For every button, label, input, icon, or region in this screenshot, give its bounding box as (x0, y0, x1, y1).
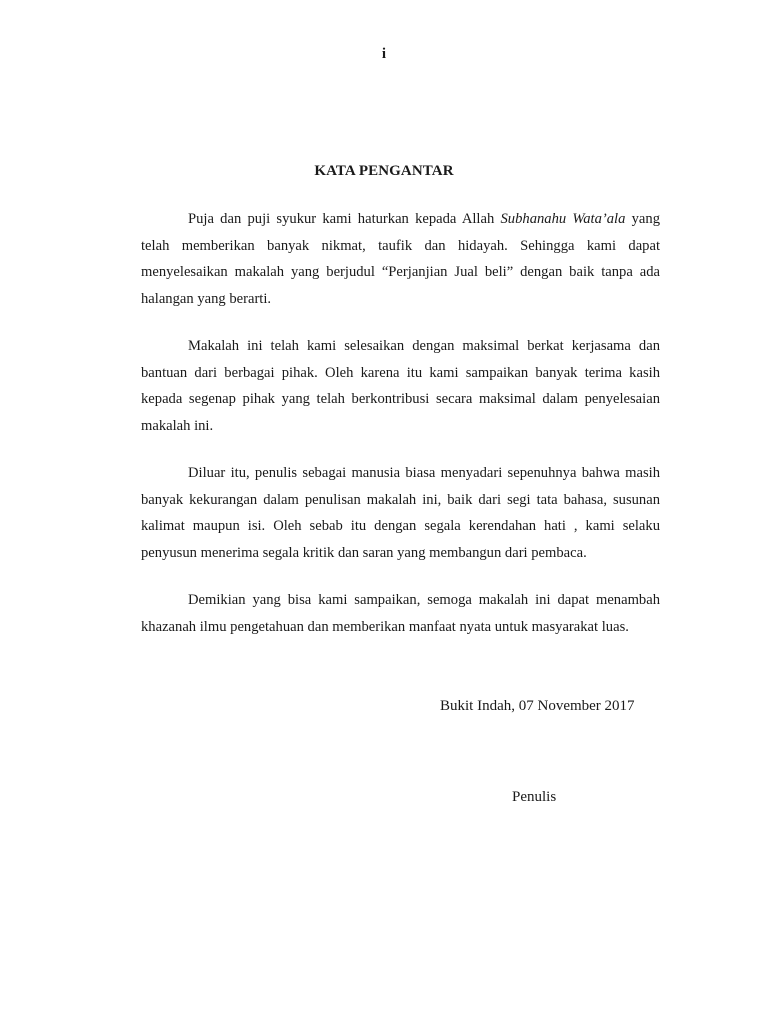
closing-signer: Penulis (512, 789, 557, 805)
paragraph-4: Demikian yang bisa kami sampaikan, semoga makalah ini dapat menambah khazanah ilmu pengetahuan dan memberikan manfaat nyata untuk masyarakat luas. (141, 592, 660, 635)
paragraph-3: Diluar itu, penulis sebagai manusia biasa menyadari sepenuhnya bahwa masih banyak kekurangan dalam penulisan makalah ini, baik dari segi tata bahasa, susunan kalimat maupun isi. Oleh sebab itu dengan segala kerendahan hati , kami selaku penyusun menerima segala kritik dan saran yang membangun dari pembaca. (141, 465, 660, 561)
page-number: i (381, 46, 387, 62)
closing-place-date: Bukit Indah, 07 November 2017 (440, 698, 635, 714)
paragraph-1-text-end: yang telah memberikan banyak nikmat, taufik dan hidayah. Sehingga kami dapat menyelesaikan makalah yang berjudul “Perjanjian Jual beli” dengan baik tanpa ada halangan yang berarti. (141, 211, 660, 307)
paragraph-1-text-start: Puja dan puji syukur kami haturkan kepada Allah (188, 211, 501, 227)
paragraph-1 (141, 206, 660, 312)
document-body (141, 206, 660, 661)
page-title: KATA PENGANTAR (314, 163, 454, 179)
paragraph-1-italic-phrase: Subhanahu Wata’ala (500, 211, 626, 227)
paragraph-2: Makalah ini telah kami selesaikan dengan maksimal berkat kerjasama dan bantuan dari berbagai pihak. Oleh karena itu kami sampaikan banyak terima kasih kepada segenap pihak yang telah berkontribusi secara maksimal dalam penyelesaian makalah ini. (141, 338, 660, 434)
